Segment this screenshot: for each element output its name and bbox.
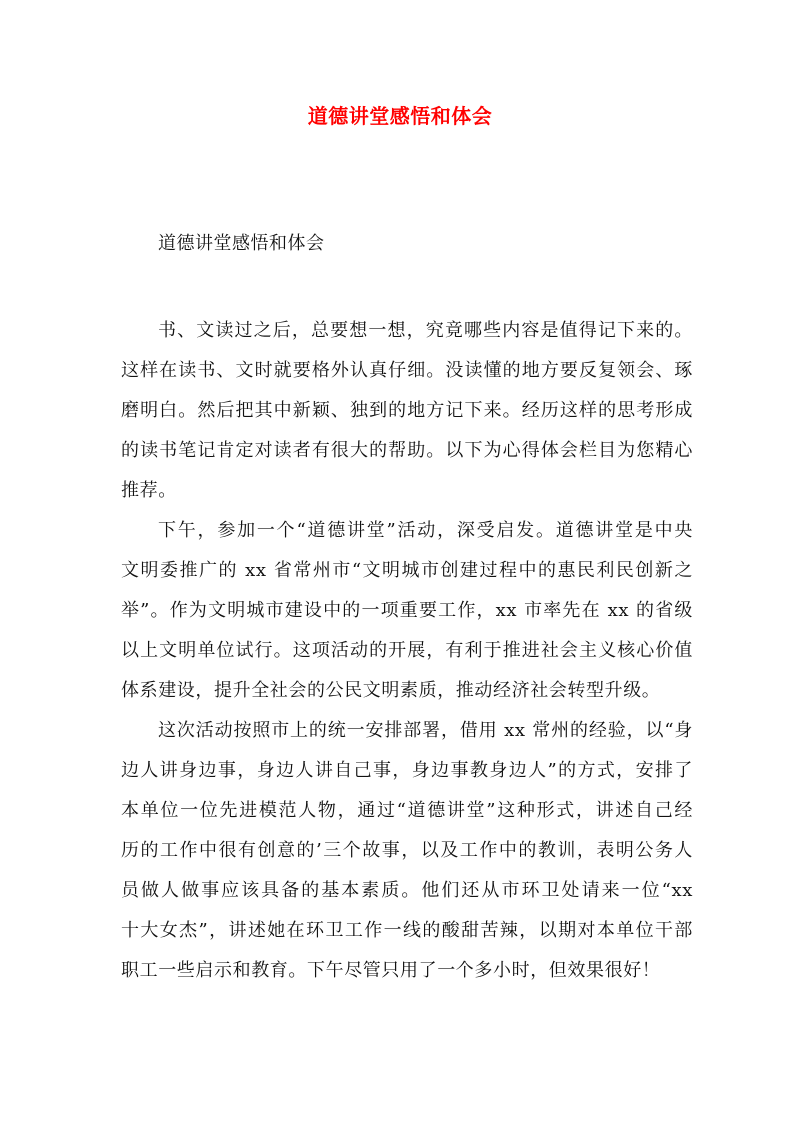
paragraph-line: 历的工作中很有创意的’三个故事，以及工作中的教训，表明公务人 — [121, 840, 693, 861]
paragraph-line: 以上文明单位试行。这项活动的开展，有利于推进社会主义核心价值 — [121, 640, 693, 661]
paragraph-line: 的读书笔记肯定对读者有很大的帮助。以下为心得体会栏目为您精心 — [121, 440, 693, 461]
paragraph-line: 磨明白。然后把其中新颖、独到的地方记下来。经历这样的思考形成 — [121, 400, 693, 421]
paragraph-line: 本单位一位先进模范人物，通过“道德讲堂”这种形式，讲述自己经 — [121, 800, 693, 821]
paragraph-line: 这次活动按照市上的统一安排部署，借用 xx 常州的经验，以“身 — [158, 720, 693, 741]
paragraph-line: 边人讲身边事，身边人讲自己事，身边事教身边人”的方式，安排了 — [121, 760, 693, 781]
paragraph-line: 下午，参加一个“道德讲堂”活动，深受启发。道德讲堂是中央 — [158, 520, 693, 541]
paragraph-line: 推荐。 — [121, 480, 177, 501]
paragraph-line: 十大女杰”，讲述她在环卫工作一线的酸甜苦辣，以期对本单位干部 — [121, 920, 693, 941]
paragraph-line: 这样在读书、文时就要格外认真仔细。没读懂的地方要反复领会、琢 — [121, 360, 693, 381]
paragraph-3 — [121, 711, 693, 991]
paragraph-line: 文明委推广的 xx 省常州市“文明城市创建过程中的惠民利民创新之 — [121, 560, 693, 581]
document-title: 道德讲堂感悟和体会 — [307, 104, 493, 128]
paragraph-1 — [121, 311, 693, 511]
paragraph-line: 职工一些启示和教育。下午尽管只用了一个多小时，但效果很好！ — [121, 960, 661, 981]
paragraph-2 — [121, 511, 693, 711]
paragraph-line: 体系建设，提升全社会的公民文明素质，推动经济社会转型升级。 — [121, 680, 661, 701]
paragraph-line: 举”。作为文明城市建设中的一项重要工作，xx 市率先在 xx 的省级 — [121, 600, 693, 621]
paragraph-line: 员做人做事应该具备的基本素质。他们还从市环卫处请来一位“xx — [121, 880, 693, 901]
document-body — [121, 311, 693, 991]
paragraph-line: 书、文读过之后，总要想一想，究竟哪些内容是值得记下来的。 — [158, 320, 693, 341]
document-subtitle: 道德讲堂感悟和体会 — [158, 233, 325, 254]
